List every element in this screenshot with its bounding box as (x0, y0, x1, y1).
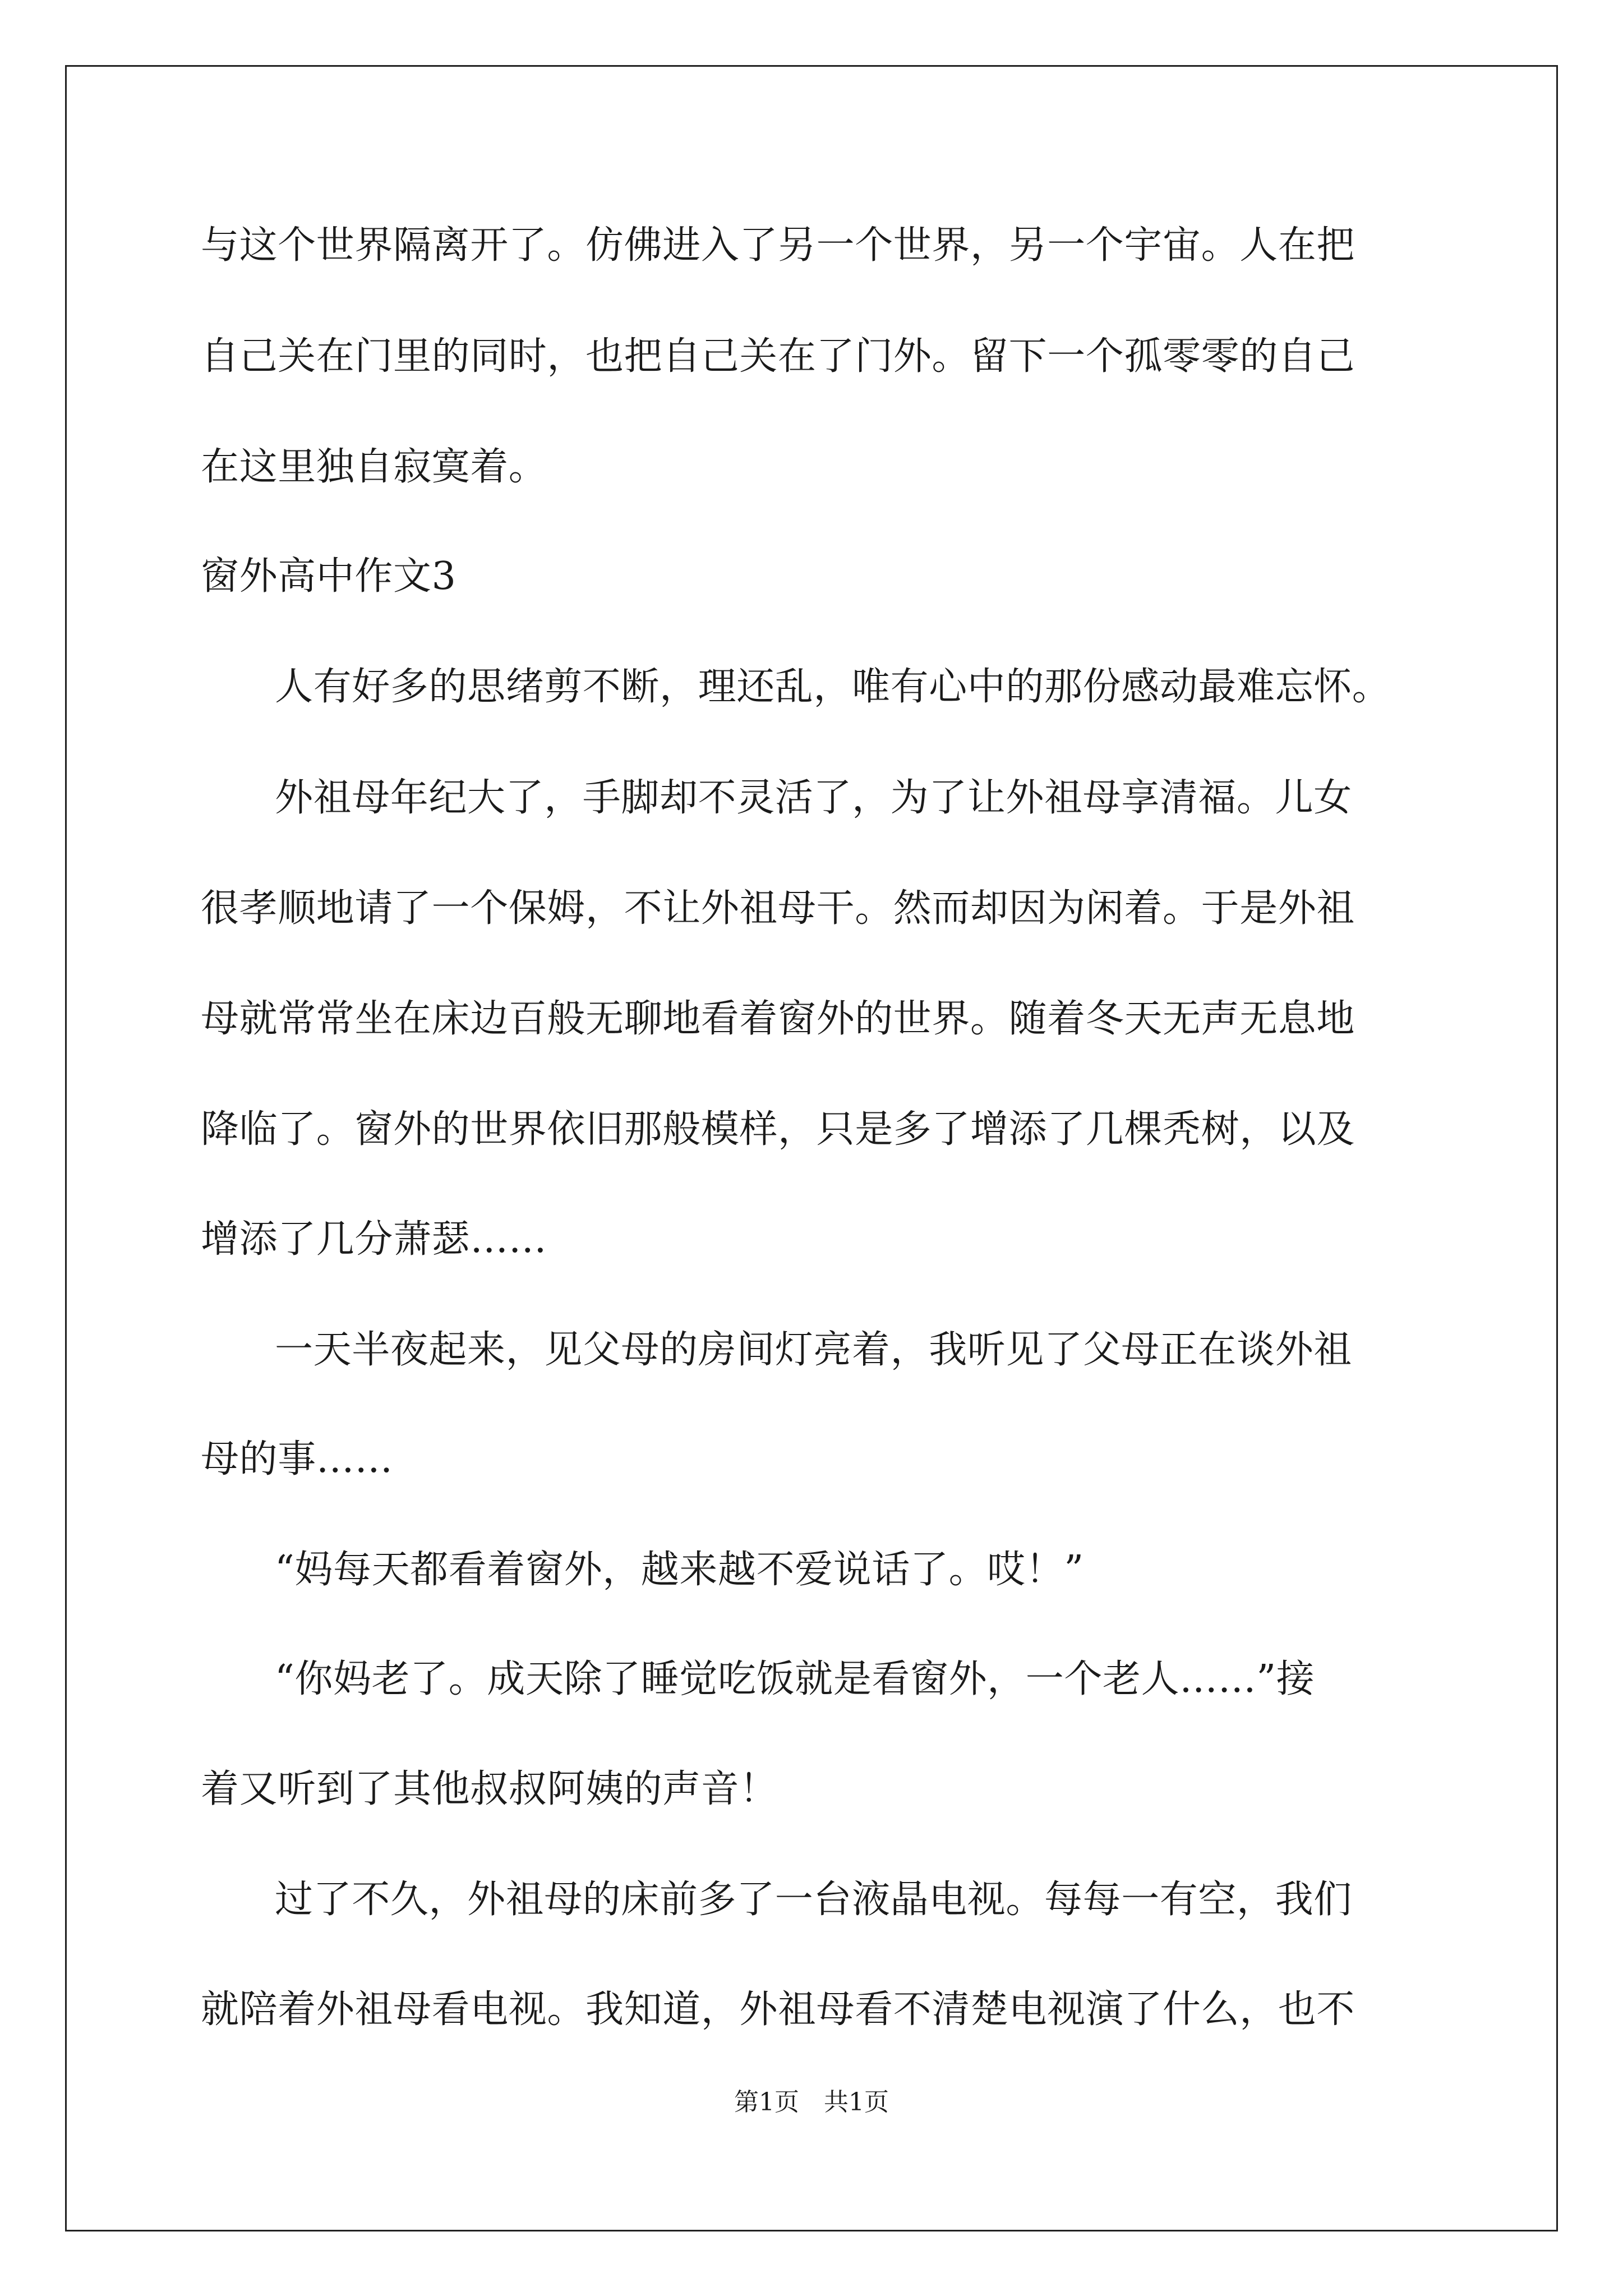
text-line: 很孝顺地请了一个保姆，不让外祖母干。然而却因为闲着。于是外祖 (201, 886, 1355, 931)
text-line: 增添了几分萧瑟…… (201, 1217, 547, 1262)
text-line: 母的事…… (201, 1437, 394, 1481)
text-line: 人有好多的思绪剪不断，理还乱，唯有心中的那份感动最难忘怀。 (275, 665, 1391, 709)
text-line: “你妈老了。成天除了睡觉吃饭就是看窗外，一个老人……”接 (275, 1657, 1315, 1701)
text-line: 就陪着外祖母看电视。我知道，外祖母看不清楚电视演了什么，也不 (201, 1987, 1355, 2032)
text-line: 自己关在门里的同时，也把自己关在了门外。留下一个孤零零的自己 (201, 334, 1355, 379)
page-number: 第1页 共1页 (734, 2088, 889, 2116)
text-line: 外祖母年纪大了，手脚却不灵活了，为了让外祖母享清福。儿女 (275, 776, 1352, 820)
text-line: 母就常常坐在床边百般无聊地看着窗外的世界。随着冬天无声无息地 (201, 997, 1355, 1041)
text-line: 着又听到了其他叔叔阿姨的声音！ (201, 1767, 778, 1811)
section-heading: 窗外高中作文3 (201, 554, 457, 599)
text-line: 一天半夜起来，见父母的房间灯亮着，我听见了父母正在谈外祖 (275, 1328, 1352, 1372)
text-line: 过了不久，外祖母的床前多了一台液晶电视。每每一有空，我们 (275, 1878, 1352, 1922)
text-line: “妈每天都看着窗外，越来越不爱说话了。哎！” (275, 1548, 1084, 1592)
text-line: 在这里独自寂寞着。 (201, 445, 547, 489)
text-line: 与这个世界隔离开了。仿佛进入了另一个世界，另一个宇宙。人在把 (201, 223, 1355, 268)
text-line: 降临了。窗外的世界依旧那般模样，只是多了增添了几棵秃树，以及 (201, 1107, 1355, 1152)
